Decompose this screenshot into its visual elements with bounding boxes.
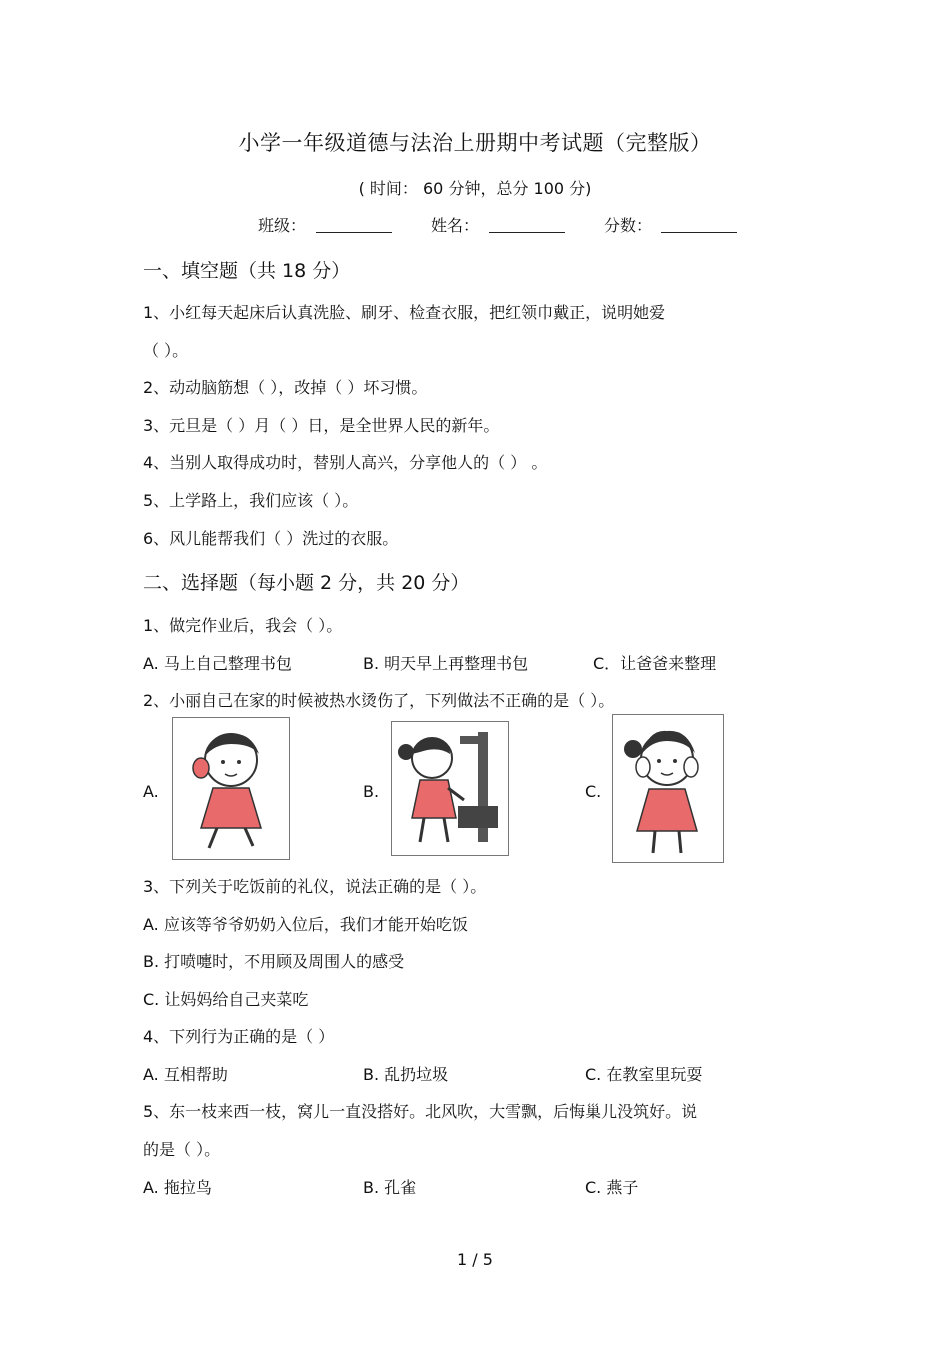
option-2-4-a: A. 互相帮助 [143, 1065, 228, 1084]
option-2-4-b: B. 乱扔垃圾 [363, 1065, 449, 1084]
option-2-1-a: A. 马上自己整理书包 [143, 654, 292, 673]
question-1-1-line1: 1、小红每天起床后认真洗脸、刷牙、检查衣服，把红领巾戴正，说明她爱 [143, 303, 666, 322]
question-1-1-line2: （ ）。 [143, 341, 189, 360]
question-2-5-line2: 的是（ ）。 [143, 1140, 221, 1159]
class-blank [316, 232, 392, 233]
option-2-3-c: C. 让妈妈给自己夹菜吃 [143, 990, 309, 1009]
question-1-2: 2、动动脑筋想（ ），改掉（ ）坏习惯。 [143, 378, 428, 397]
option-2-1-b: B. 明天早上再整理书包 [363, 654, 529, 673]
question-1-4: 4、当别人取得成功时，替别人高兴，分享他人的（ ） 。 [143, 453, 548, 472]
option-2-3-b: B. 打喷嚏时，不用顾及周围人的感受 [143, 952, 405, 971]
section-heading-fill-blank: 一、填空题（共 18 分） [143, 260, 351, 282]
option-2-2-a-label: A. [143, 782, 159, 801]
option-2-4-c: C. 在教室里玩耍 [585, 1065, 703, 1084]
page-number: 1 / 5 [457, 1250, 493, 1269]
score-blank [661, 232, 737, 233]
page-title: 小学一年级道德与法治上册期中考试题（完整版） [238, 131, 712, 155]
option-2-5-c: C. 燕子 [585, 1178, 639, 1197]
question-1-5: 5、上学路上，我们应该（ ）。 [143, 491, 359, 510]
class-label: 班级： [258, 216, 307, 235]
option-2-2-c-label: C. [585, 782, 602, 801]
section-heading-choice: 二、选择题（每小题 2 分，共 20 分） [143, 572, 470, 594]
option-2-5-b: B. 孔雀 [363, 1178, 417, 1197]
question-2-4: 4、下列行为正确的是（ ） [143, 1027, 335, 1046]
score-label: 分数： [604, 216, 653, 235]
question-2-3: 3、下列关于吃饭前的礼仪，说法正确的是（ ）。 [143, 877, 487, 896]
exam-info: ( 时间： 60 分钟，总分 100 分) [358, 179, 592, 198]
name-label: 姓名： [431, 216, 480, 235]
question-2-2: 2、小丽自己在家的时候被热水烫伤了，下列做法不正确的是（ ）。 [143, 691, 615, 710]
option-2-3-a: A. 应该等爷爷奶奶入位后，我们才能开始吃饭 [143, 915, 468, 934]
girl-rinsing-under-tap-image [391, 721, 509, 856]
option-2-1-c: C．让爸爸来整理 [593, 654, 717, 673]
question-1-3: 3、元旦是（ ）月（ ）日，是全世界人民的新年。 [143, 416, 500, 435]
question-1-6: 6、风儿能帮我们（ ）洗过的衣服。 [143, 529, 399, 548]
option-2-5-a: A. 拖拉鸟 [143, 1178, 212, 1197]
option-2-2-b-label: B. [363, 782, 380, 801]
name-blank [489, 232, 565, 233]
girl-touching-ear-image [172, 717, 290, 860]
question-2-1: 1、做完作业后，我会（ ）。 [143, 616, 343, 635]
girl-holding-face-image [612, 714, 724, 863]
question-2-5-line1: 5、东一枝来西一枝，窝儿一直没搭好。北风吹，大雪飘，后悔巢儿没筑好。说 [143, 1102, 698, 1121]
